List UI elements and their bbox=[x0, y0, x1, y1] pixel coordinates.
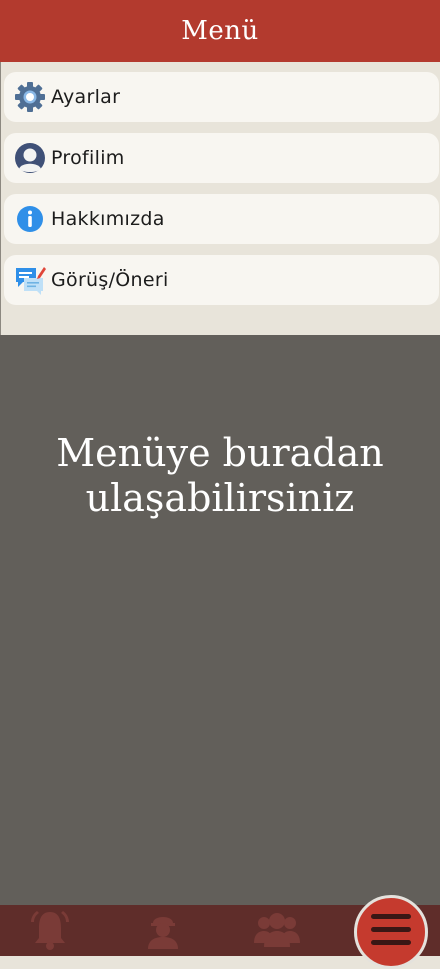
menu-item-label: Profilim bbox=[51, 147, 125, 169]
tab-workers[interactable] bbox=[135, 905, 191, 956]
user-icon bbox=[14, 142, 46, 174]
bell-icon bbox=[27, 908, 73, 954]
menu-hint-text bbox=[0, 431, 440, 521]
worker-icon bbox=[143, 909, 183, 953]
menu-hint-line: ulaşabilirsiniz bbox=[85, 476, 355, 520]
menu-item-profile[interactable] bbox=[4, 133, 439, 183]
menu-item-label: Ayarlar bbox=[51, 86, 121, 108]
menu-hint-overlay bbox=[0, 335, 440, 905]
menu-item-label: Görüş/Öneri bbox=[51, 269, 169, 291]
menu-icon bbox=[371, 912, 411, 952]
menu-hint-line: Menüye buradan bbox=[56, 431, 384, 475]
page-title: Menü bbox=[181, 16, 259, 46]
menu-list bbox=[0, 62, 440, 335]
menu-item-feedback[interactable] bbox=[4, 255, 439, 305]
menu-button[interactable] bbox=[354, 895, 428, 969]
info-icon bbox=[14, 203, 46, 235]
menu-item-label: Hakkımızda bbox=[51, 208, 165, 230]
group-icon bbox=[254, 909, 300, 953]
tab-notifications[interactable] bbox=[20, 905, 80, 956]
menu-item-about[interactable] bbox=[4, 194, 439, 244]
tab-groups[interactable] bbox=[248, 905, 306, 956]
app-header bbox=[0, 0, 440, 63]
feedback-icon bbox=[14, 264, 46, 296]
gear-icon bbox=[14, 81, 46, 113]
menu-item-settings[interactable] bbox=[4, 72, 439, 122]
